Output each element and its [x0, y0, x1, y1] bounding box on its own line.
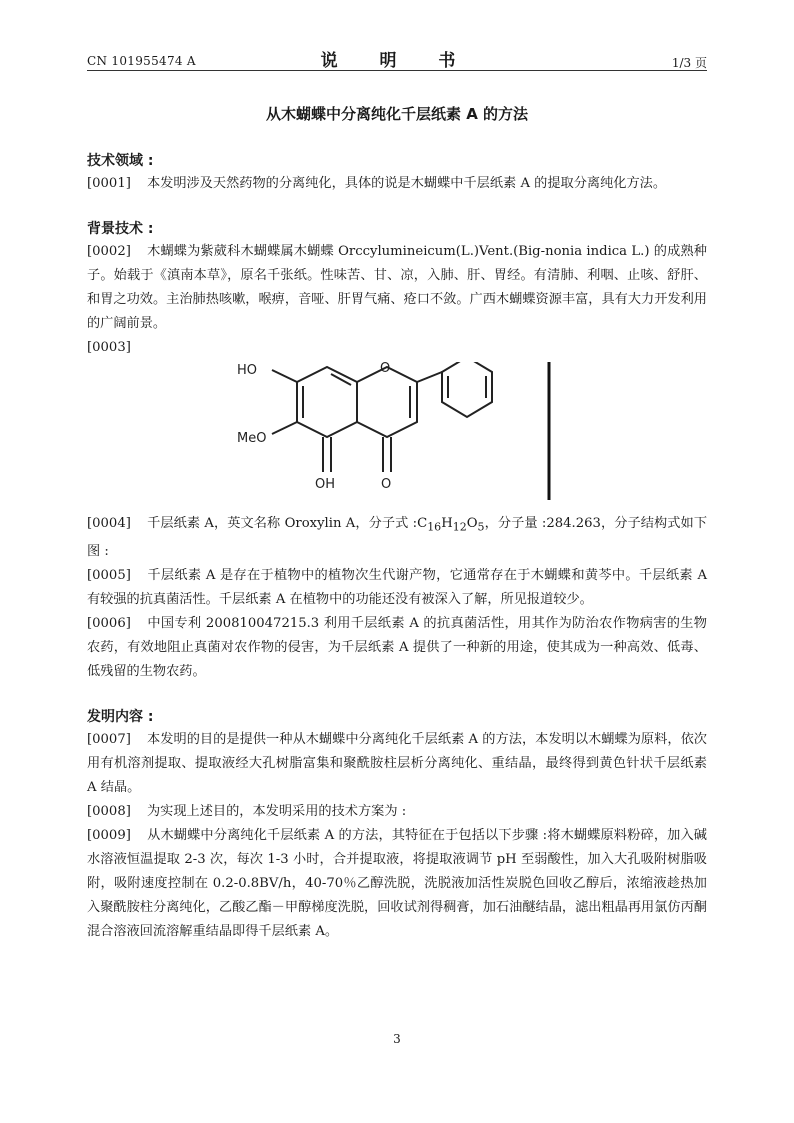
paragraph-text: 本发明涉及天然药物的分离纯化，具体的说是木蝴蝶中千层纸素 A 的提取分离纯化方法。: [147, 176, 667, 191]
oroxylin-a-structure: [237, 362, 557, 512]
document-body: [87, 150, 707, 944]
paragraph-number: [0003]: [87, 340, 131, 355]
page-number: 3: [393, 1032, 401, 1046]
paragraph-text: 本发明的目的是提供一种从木蝴蝶中分离纯化千层纸素 A 的方法，本发明以木蝴蝶为原料，依次用有机溶剂提取、提取液经大孔树脂富集和聚酰胺柱层析分离纯化、重结晶，最终得到黄色针状千层纸素 A 结晶。: [87, 731, 707, 795]
paragraph-0009: [87, 824, 707, 944]
structure-label-meo: MeO: [237, 431, 267, 446]
paragraph-0001: [87, 172, 707, 196]
formula-subscript: 5: [477, 520, 485, 534]
paragraph-0004: [87, 512, 707, 564]
paragraph-number: [0008]: [87, 803, 131, 819]
paragraph-number: [0006]: [87, 615, 131, 631]
document-type: 说 明 书: [320, 51, 474, 71]
publication-number: CN 101955474 A: [87, 54, 196, 68]
paragraph-text: 木蝴蝶为紫葳科木蝴蝶属木蝴蝶 Orccylumineicum(L.)Vent.(Big-nonia indica L.) 的成熟种子。始载于《滇南本草》，原名千张纸。性味苦、甘、凉，入肺、肝、胃经。有清肺、利咽、止咳、舒肝、和胃之功效。主治肺热咳嗽，喉痹，音哑、肝胃气痛、疮口不敛。广西木蝴蝶资源丰富，具有大力开发利用的广阔前景。: [87, 244, 707, 331]
paragraph-number: [0009]: [87, 827, 131, 843]
paragraph-text: 从木蝴蝶中分离纯化千层纸素 A 的方法，其特征在于包括以下步骤 :将木蝴蝶原料粉碎，加入碱水溶液恒温提取 2-3 次，每次 1-3 小时，合并提取液，将提取液调节 pH 至弱酸性，加入大孔吸附树脂吸附，吸附速度控制在 0.2-0.8BV/h，40-70％乙醇洗脱，洗脱液加活性炭脱色回收乙醇后，浓缩液趁热加入聚酰胺柱分离纯化，乙酸乙酯－甲醇梯度洗脱，回收试剂得稠膏，加石油醚结晶，滤出粗晶再用氯仿丙酮混合溶液回流溶解重结晶即得千层纸素 A。: [87, 827, 707, 939]
structure-label-ho: HO: [237, 363, 258, 378]
paragraph-text: ，分子量 :284.263，分子结构式如下图 :: [87, 516, 708, 559]
paragraph-text: 千层纸素 A 是存在于植物中的植物次生代谢产物，它通常存在于木蝴蝶和黄芩中。千层纸素 A 有较强的抗真菌活性。千层纸素 A 在植物中的功能还没有被深入了解，所见报道较少。: [87, 567, 707, 607]
chemical-structure-figure: [87, 360, 707, 512]
paragraph-0005: [87, 564, 707, 612]
section-content: 发明内容 :: [87, 708, 154, 725]
paragraph-number: [0002]: [87, 244, 131, 259]
paragraph-0002: [87, 240, 707, 336]
paragraph-0003: [87, 336, 707, 360]
paragraph-text: 千层纸素 A，英文名称 Oroxylin A，分子式 :C: [147, 516, 428, 531]
paragraph-0007: [87, 728, 707, 800]
page-indicator: 1/3 页: [671, 56, 707, 70]
page-header: [87, 46, 707, 71]
paragraph-number: [0007]: [87, 731, 131, 747]
paragraph-0006: [87, 612, 707, 684]
formula-element: O: [466, 516, 478, 531]
formula-subscript: 12: [452, 520, 467, 534]
structure-label-ring-oxygen: O: [380, 362, 391, 376]
formula-element: H: [441, 516, 453, 531]
paragraph-number: [0004]: [87, 516, 131, 531]
paragraph-number: [0001]: [87, 176, 131, 191]
structure-label-carbonyl-oxygen: O: [381, 477, 392, 492]
paragraph-text: 为实现上述目的，本发明采用的技术方案为 :: [147, 803, 407, 819]
paragraph-0008: [87, 800, 707, 824]
paragraph-text: 中国专利 200810047215.3 利用千层纸素 A 的抗真菌活性，用其作为防治农作物病害的生物农药，有效地阻止真菌对农作物的侵害，为千层纸素 A 提供了一种新的用途，使其成为一种高效、低毒、低残留的生物农药。: [87, 615, 707, 679]
document-title: 从木蝴蝶中分离纯化千层纸素 A 的方法: [265, 105, 529, 123]
section-background: 背景技术 :: [87, 221, 154, 237]
formula-subscript: 16: [427, 520, 442, 534]
structure-label-oh: OH: [315, 477, 336, 492]
paragraph-number: [0005]: [87, 567, 131, 583]
section-tech-field: 技术领域 :: [87, 153, 154, 169]
